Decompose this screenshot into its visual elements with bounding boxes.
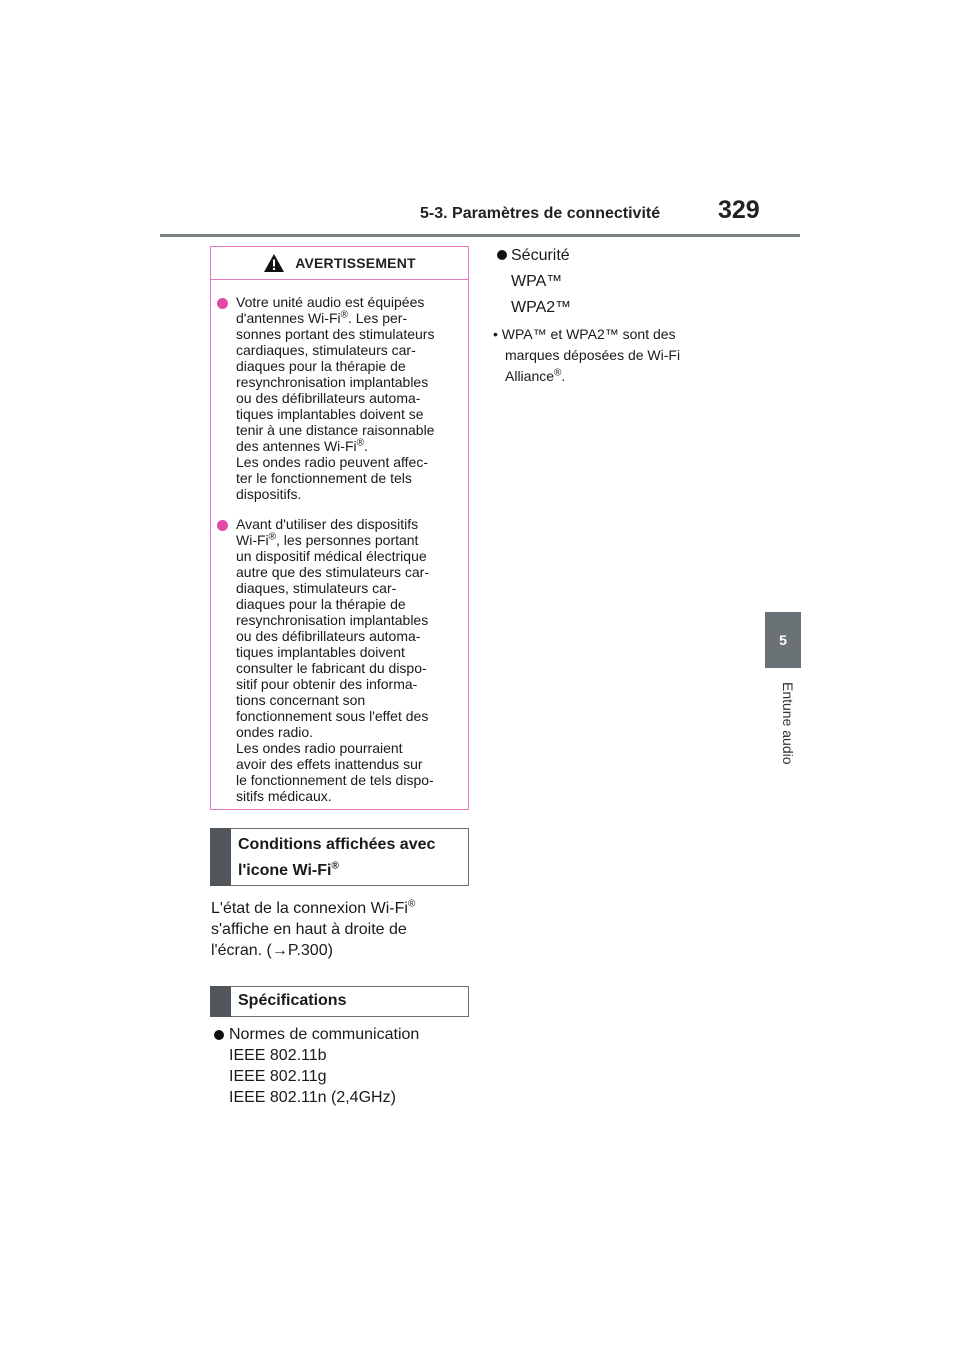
section-heading-conditions	[210, 828, 469, 886]
bullet-icon	[217, 520, 228, 531]
warning-item-text: Avant d'utiliser des dispositifs Wi-Fi®, les personnes portant un dispositif médical électrique autre que des stimulateurs car- diaques, stimulateurs car- diaques pour la thérapie de resynchronisation implantables ou des défibrillateurs automa- tiques implantables doivent consulter le fabricant du dispo- sitif pour obtenir des informa- tions concernant son fonctionnement sous l'effet des ondes radio. Les ondes radio pourraient avoir des effets inattendus sur le fonctionnement de tels dispo- sitifs médicaux.	[236, 516, 434, 804]
security-value: WPA™	[511, 273, 563, 290]
warning-item-text: Votre unité audio est équipées d'antennes Wi-Fi®. Les per- sonnes portant des stimulateurs cardiaques, stimulateurs car- diaques pour la thérapie de resynchronisation implantables ou des défibrillateurs automa- tiques implantables doivent se tenir à une distance raisonnable des antennes Wi-Fi®. Les ondes radio peuvent affec- ter le fonctionnement de tels dispositifs.	[236, 294, 435, 502]
warning-title: AVERTISSEMENT	[295, 255, 416, 271]
standards-label: Normes de communication	[229, 1026, 420, 1043]
wifi-status-paragraph: L'état de la connexion Wi-Fi® s'affiche en haut à droite de l'écran. (→P.300)	[211, 898, 416, 959]
bullet-icon	[217, 298, 228, 309]
trademark-note: • WPA™ et WPA2™ sont des marques déposées de Wi-Fi Alliance®.	[493, 326, 681, 384]
page-number: 329	[718, 196, 760, 224]
warning-item	[217, 516, 462, 804]
header-divider	[160, 234, 800, 237]
warning-triangle-icon	[263, 253, 285, 273]
chapter-label: Entune audio	[780, 682, 796, 765]
section-marker	[210, 986, 231, 1017]
chapter-tab: 5	[765, 612, 801, 668]
section-title: Conditions affichées avec l'icone Wi-Fi®	[238, 836, 436, 879]
standard-value: IEEE 802.11g	[229, 1068, 327, 1085]
section-marker	[210, 828, 231, 886]
page-reference-link: l'écran. (→P.300)	[211, 942, 333, 959]
standard-value: IEEE 802.11b	[229, 1047, 327, 1064]
security-value: WPA2™	[511, 299, 572, 316]
bullet-icon	[497, 250, 507, 260]
warning-header	[211, 247, 468, 280]
warning-box	[210, 246, 469, 810]
section-header: 5-3. Paramètres de connectivité	[420, 205, 661, 222]
section-title: Spécifications	[238, 992, 347, 1009]
security-label: Sécurité	[511, 247, 570, 264]
standard-value: IEEE 802.11n (2,4GHz)	[229, 1089, 396, 1106]
section-heading-specifications	[210, 986, 469, 1017]
warning-item	[217, 294, 462, 502]
bullet-icon	[214, 1030, 224, 1040]
